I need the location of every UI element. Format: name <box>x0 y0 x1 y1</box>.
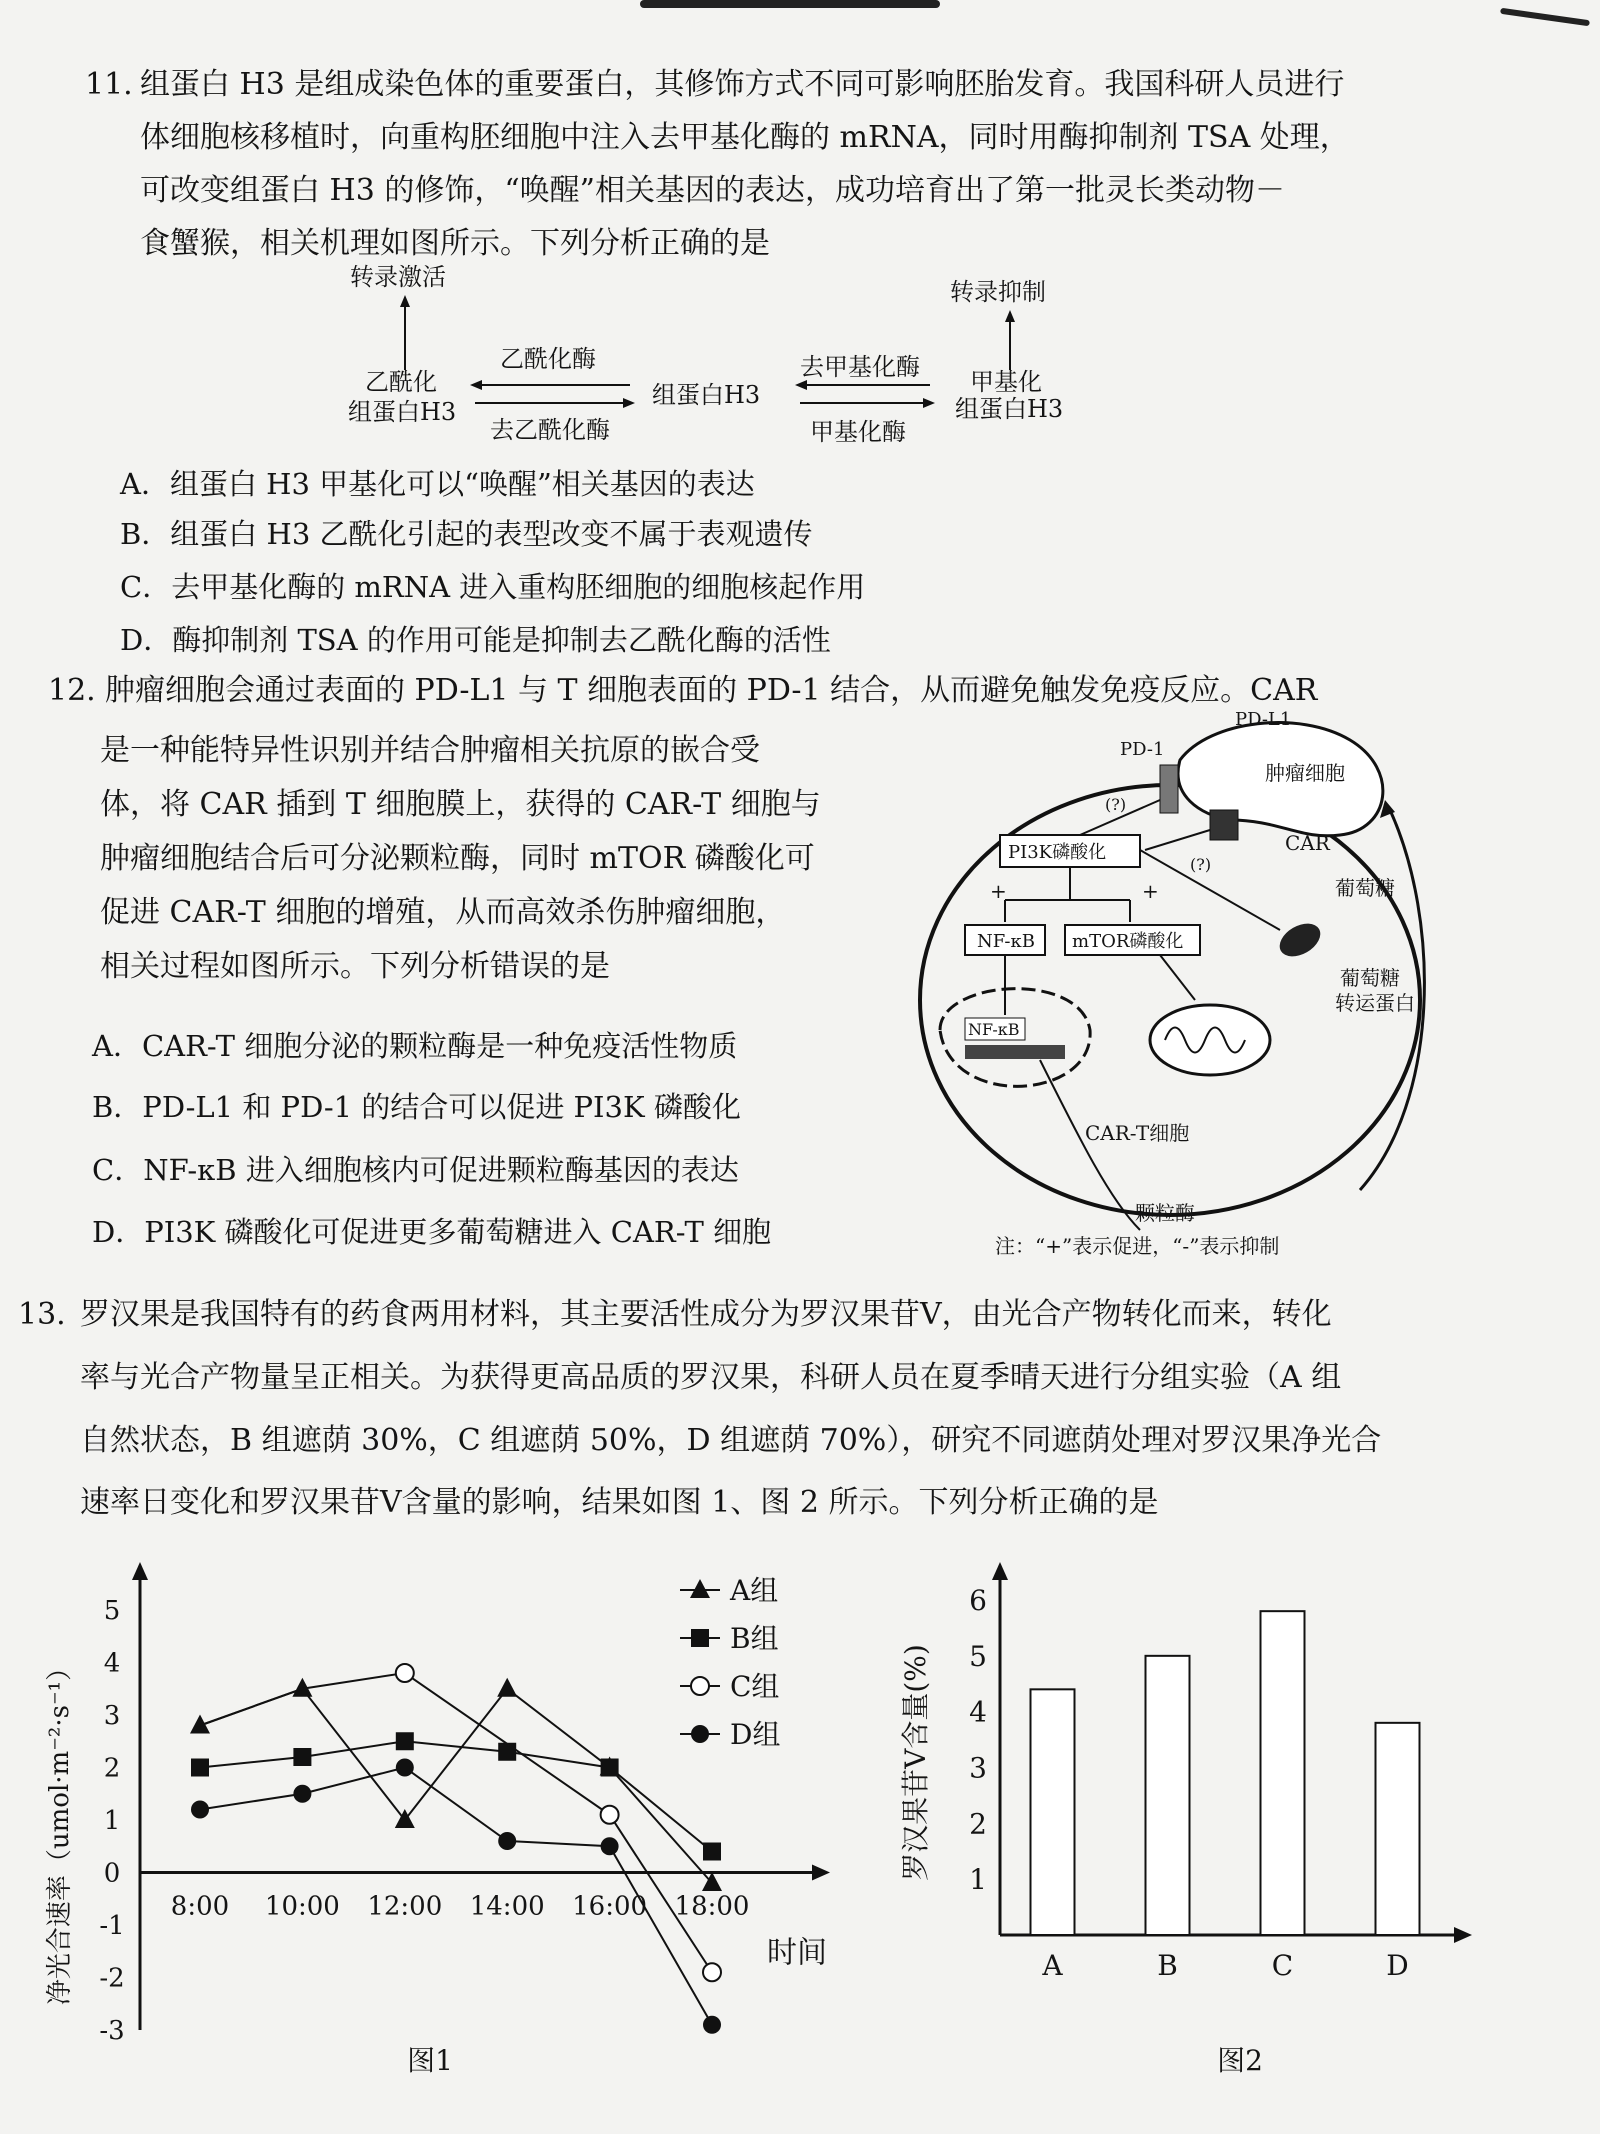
question-mark-2: (?) <box>1190 855 1212 874</box>
option-c[interactable]: C．NF-κB 进入细胞核内可促进颗粒酶基因的表达 <box>92 1153 739 1187</box>
y-tick-label: -3 <box>99 2016 125 2046</box>
question-text-line: 肿瘤细胞结合后可分泌颗粒酶，同时 mTOR 磷酸化可 <box>100 841 815 876</box>
x-axis-arrow <box>1454 1927 1472 1943</box>
data-point-B组 <box>498 1743 516 1761</box>
y-tick-label: -1 <box>99 1911 125 1941</box>
histone-center-label: 组蛋白H3 <box>652 381 761 409</box>
acetylase-label: 乙酰化酶 <box>500 345 596 373</box>
data-point-D组 <box>191 1801 209 1819</box>
acetylated-histone-label: 组蛋白H3 <box>348 398 457 426</box>
bar-C <box>1261 1611 1305 1935</box>
data-point-A组 <box>497 1678 517 1697</box>
figure-caption: 图2 <box>1217 2044 1263 2077</box>
nucleus-nfkb-label: NF-κB <box>968 1020 1020 1039</box>
pd-1-receptor <box>1160 765 1178 813</box>
y-tick-label: 5 <box>103 1596 121 1626</box>
nfkb-label: NF-κB <box>977 931 1035 952</box>
x-tick-label: 8:00 <box>170 1891 230 1922</box>
question-text-line: 体细胞核移植时，向重构胚细胞中注入去甲基化酶的 mRNA，同时用酶抑制剂 TSA 处理， <box>140 120 1350 155</box>
tumor-cell-label: 肿瘤细胞 <box>1265 761 1345 785</box>
y-tick-label: 4 <box>103 1648 121 1679</box>
y-axis-title: 净光合速率（umol·m⁻²·s⁻¹） <box>45 1654 75 2006</box>
methylated-histone-label: 组蛋白H3 <box>955 395 1064 423</box>
x-axis-title: 时间 <box>767 1935 827 1971</box>
data-point-C组 <box>691 1677 709 1695</box>
x-tick-label: 18:00 <box>674 1891 750 1922</box>
x-tick-label: 12:00 <box>367 1891 443 1922</box>
methylated-label: 甲基化 <box>970 368 1042 396</box>
data-point-D组 <box>691 1725 709 1743</box>
x-tick-label: 16:00 <box>572 1891 648 1922</box>
plus-sign: + <box>990 879 1007 903</box>
question-text-line: 率与光合产物量呈正相关。为获得更高品质的罗汉果，科研人员在夏季晴天进行分组实验（A 组 <box>80 1360 1342 1395</box>
data-point-C组 <box>396 1664 414 1682</box>
option-b[interactable]: B．PD-L1 和 PD-1 的结合可以促进 PI3K 磷酸化 <box>92 1090 741 1124</box>
legend-label: A组 <box>730 1574 779 1607</box>
data-point-B组 <box>396 1732 414 1750</box>
question-number: 12. <box>48 673 96 708</box>
x-tick-label: 14:00 <box>469 1891 545 1922</box>
deacetylase-label: 去乙酰化酶 <box>490 416 610 444</box>
bar-D <box>1376 1723 1420 1935</box>
question-number: 13. <box>18 1297 66 1332</box>
figure-2-bar-chart <box>880 1550 1530 2080</box>
question-text-line: 体，将 CAR 插到 T 细胞膜上，获得的 CAR-T 细胞与 <box>100 787 821 822</box>
methylase-label: 甲基化酶 <box>810 418 906 446</box>
question-text-line: 自然状态，B 组遮荫 30%，C 组遮荫 50%，D 组遮荫 70%），研究不同遮荫处理对罗汉果净光合 <box>80 1423 1382 1458</box>
data-point-D组 <box>293 1785 311 1803</box>
legend-label: C组 <box>730 1670 780 1703</box>
dna-strand <box>965 1045 1065 1059</box>
y-tick-label: 2 <box>969 1807 987 1841</box>
question-number: 11. <box>85 67 133 102</box>
data-point-B组 <box>601 1759 619 1777</box>
pi3k-label: PI3K磷酸化 <box>1008 842 1107 863</box>
question-text-line: 肿瘤细胞会通过表面的 PD-L1 与 T 细胞表面的 PD-1 结合，从而避免触发免疫反应。CAR <box>105 673 1318 708</box>
x-tick-label: B <box>1157 1949 1178 1982</box>
histone-modification-diagram <box>330 255 1110 455</box>
data-point-B组 <box>691 1629 709 1647</box>
activation-label: 转录激活 <box>350 263 446 291</box>
acetylated-label: 乙酰化 <box>365 368 437 396</box>
car-receptor <box>1210 810 1238 840</box>
question-text-line: 促进 CAR-T 细胞的增殖，从而高效杀伤肿瘤细胞， <box>100 895 786 930</box>
corner-scan-mark <box>1500 8 1590 26</box>
figure-caption: 图1 <box>407 2044 453 2077</box>
y-axis-arrow <box>132 1562 148 1580</box>
bar-B <box>1146 1656 1190 1935</box>
option-c[interactable]: C．去甲基化酶的 mRNA 进入重构胚细胞的细胞核起作用 <box>120 570 866 604</box>
y-tick-label: 1 <box>103 1806 121 1836</box>
pd-1-label: PD-1 <box>1120 739 1165 760</box>
y-axis-title: 罗汉果苷V含量(%) <box>899 1644 932 1881</box>
option-a[interactable]: A．CAR-T 细胞分泌的颗粒酶是一种免疫活性物质 <box>92 1029 738 1063</box>
mtor-label: mTOR磷酸化 <box>1072 931 1184 952</box>
transporter-label-1: 葡萄糖 <box>1340 966 1400 990</box>
x-tick-label: C <box>1271 1949 1294 1982</box>
data-point-A组 <box>690 1579 710 1598</box>
x-tick-label: A <box>1042 1949 1063 1982</box>
question-mark-1: (?) <box>1105 795 1127 814</box>
question-text-line: 速率日变化和罗汉果苷V含量的影响，结果如图 1、图 2 所示。下列分析正确的是 <box>80 1485 1159 1520</box>
data-point-B组 <box>293 1748 311 1766</box>
y-tick-label: 2 <box>103 1753 121 1784</box>
question-text-line: 是一种能特异性识别并结合肿瘤相关抗原的嵌合受 <box>100 733 760 768</box>
data-point-C组 <box>703 1963 721 1981</box>
legend-label: B组 <box>730 1622 779 1655</box>
granzyme-label: 颗粒酶 <box>1135 1201 1195 1225</box>
data-point-B组 <box>703 1843 721 1861</box>
y-tick-label: -2 <box>99 1963 125 1994</box>
question-text-line: 食蟹猴，相关机理如图所示。下列分析正确的是 <box>140 226 770 261</box>
glucose-transporter <box>1274 917 1326 963</box>
glucose-label: 葡萄糖 <box>1335 876 1395 900</box>
bar-A <box>1031 1689 1075 1935</box>
y-tick-label: 3 <box>103 1701 121 1731</box>
data-point-D组 <box>703 2016 721 2034</box>
question-text-line: 组蛋白 H3 是组成染色体的重要蛋白，其修饰方式不同可影响胚胎发育。我国科研人员进行 <box>140 67 1345 102</box>
y-axis-arrow <box>992 1562 1008 1580</box>
demethylase-label: 去甲基化酶 <box>800 353 920 381</box>
pd-l1-label: PD-L1 <box>1235 709 1292 730</box>
note-label: 注：“+”表示促进，“-”表示抑制 <box>995 1234 1280 1258</box>
data-point-C组 <box>601 1806 619 1824</box>
figure-1-line-chart <box>30 1550 860 2080</box>
x-tick-label: 10:00 <box>264 1891 340 1922</box>
plus-sign: + <box>1142 879 1159 903</box>
data-point-D组 <box>601 1837 619 1855</box>
y-tick-label: 4 <box>969 1695 987 1729</box>
option-d[interactable]: D．酶抑制剂 TSA 的作用可能是抑制去乙酰化酶的活性 <box>120 623 831 657</box>
top-scan-mark <box>640 0 940 8</box>
option-a[interactable]: A．组蛋白 H3 甲基化可以“唤醒”相关基因的表达 <box>120 467 755 501</box>
legend-label: D组 <box>730 1718 781 1751</box>
car-t-cell-diagram <box>880 700 1480 1260</box>
transporter-label-2: 转运蛋白 <box>1335 991 1415 1015</box>
series-line-C组 <box>200 1673 712 1972</box>
y-tick-label: 5 <box>969 1639 987 1673</box>
x-axis-arrow <box>812 1865 830 1881</box>
car-label: CAR <box>1285 831 1330 855</box>
car-t-cell-label: CAR-T细胞 <box>1085 1121 1190 1145</box>
data-point-B组 <box>191 1759 209 1777</box>
question-text-line: 相关过程如图所示。下列分析错误的是 <box>100 949 610 984</box>
y-tick-label: 0 <box>103 1858 121 1889</box>
y-tick-label: 3 <box>969 1751 987 1785</box>
question-text-line: 可改变组蛋白 H3 的修饰，“唤醒”相关基因的表达，成功培育出了第一批灵长类动物－ <box>140 173 1285 208</box>
y-tick-label: 6 <box>969 1584 987 1617</box>
x-tick-label: D <box>1386 1949 1409 1982</box>
option-d[interactable]: D．PI3K 磷酸化可促进更多葡萄糖进入 CAR-T 细胞 <box>92 1215 772 1249</box>
repression-label: 转录抑制 <box>950 278 1046 306</box>
question-text-line: 罗汉果是我国特有的药食两用材料，其主要活性成分为罗汉果苷V，由光合产物转化而来，转化 <box>80 1297 1332 1332</box>
data-point-D组 <box>396 1759 414 1777</box>
mitochondrion <box>1150 1005 1270 1075</box>
data-point-D组 <box>498 1832 516 1850</box>
option-b[interactable]: B．组蛋白 H3 乙酰化引起的表型改变不属于表观遗传 <box>120 517 813 551</box>
y-tick-label: 1 <box>969 1863 987 1897</box>
